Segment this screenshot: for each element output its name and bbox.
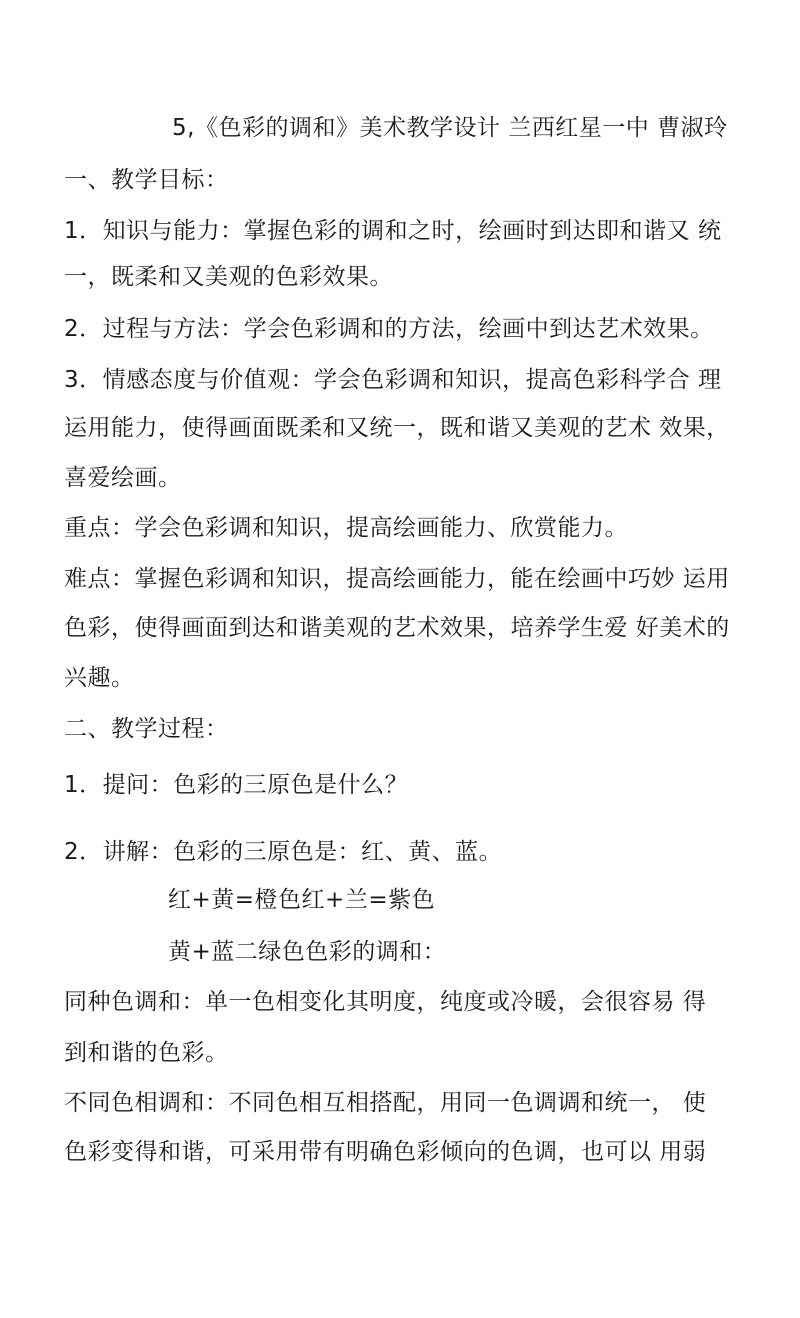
paragraph-line: 同种色调和：单一色相变化其明度，纯度或冷暖，会很容易 得	[64, 989, 707, 1015]
paragraph-line: 兴趣。	[64, 665, 135, 691]
paragraph-line: 一，既柔和又美观的色彩效果。	[64, 264, 393, 290]
paragraph-line: 运用能力，使得画面既柔和又统一，既和谐又美观的艺术 效果，	[64, 415, 730, 441]
paragraph-line: 不同色相调和：不同色相互相搭配，用同一色调调和统一， 使	[64, 1090, 707, 1116]
difficulty-line: 难点：掌握色彩调和知识，提高绘画能力，能在绘画中巧妙 运用	[64, 566, 730, 592]
document-title: 5,《色彩的调和》美术教学设计 兰西红星一中 曹淑玲	[172, 115, 728, 141]
paragraph-line: 1．提问：色彩的三原色是什么？	[64, 772, 409, 798]
section-heading-objectives: 一、教学目标：	[64, 167, 229, 193]
paragraph-line: 色彩变得和谐，可采用带有明确色彩倾向的色调，也可以 用弱	[64, 1139, 707, 1165]
paragraph-line: 3．情感态度与价值观：学会色彩调和知识，提高色彩科学合 理	[64, 367, 722, 393]
paragraph-line: 2．讲解：色彩的三原色是：红、黄、蓝。	[64, 839, 503, 865]
paragraph-line: 到和谐的色彩。	[64, 1040, 229, 1066]
paragraph-line: 1．知识与能力：掌握色彩的调和之时，绘画时到达即和谐又 统	[64, 218, 722, 244]
key-point-line: 重点：学会色彩调和知识，提高绘画能力、欣赏能力。	[64, 515, 628, 541]
color-formula-line: 黄+蓝二绿色色彩的调和：	[168, 939, 447, 965]
section-heading-process: 二、教学过程：	[64, 716, 229, 742]
paragraph-line: 喜爱绘画。	[64, 465, 182, 491]
color-formula-line: 红+黄=橙色红+兰=紫色	[168, 887, 436, 913]
paragraph-line: 2．过程与方法：学会色彩调和的方法，绘画中到达艺术效果。	[64, 316, 714, 342]
paragraph-line: 色彩，使得画面到达和谐美观的艺术效果，培养学生爱 好美术的	[64, 615, 730, 641]
